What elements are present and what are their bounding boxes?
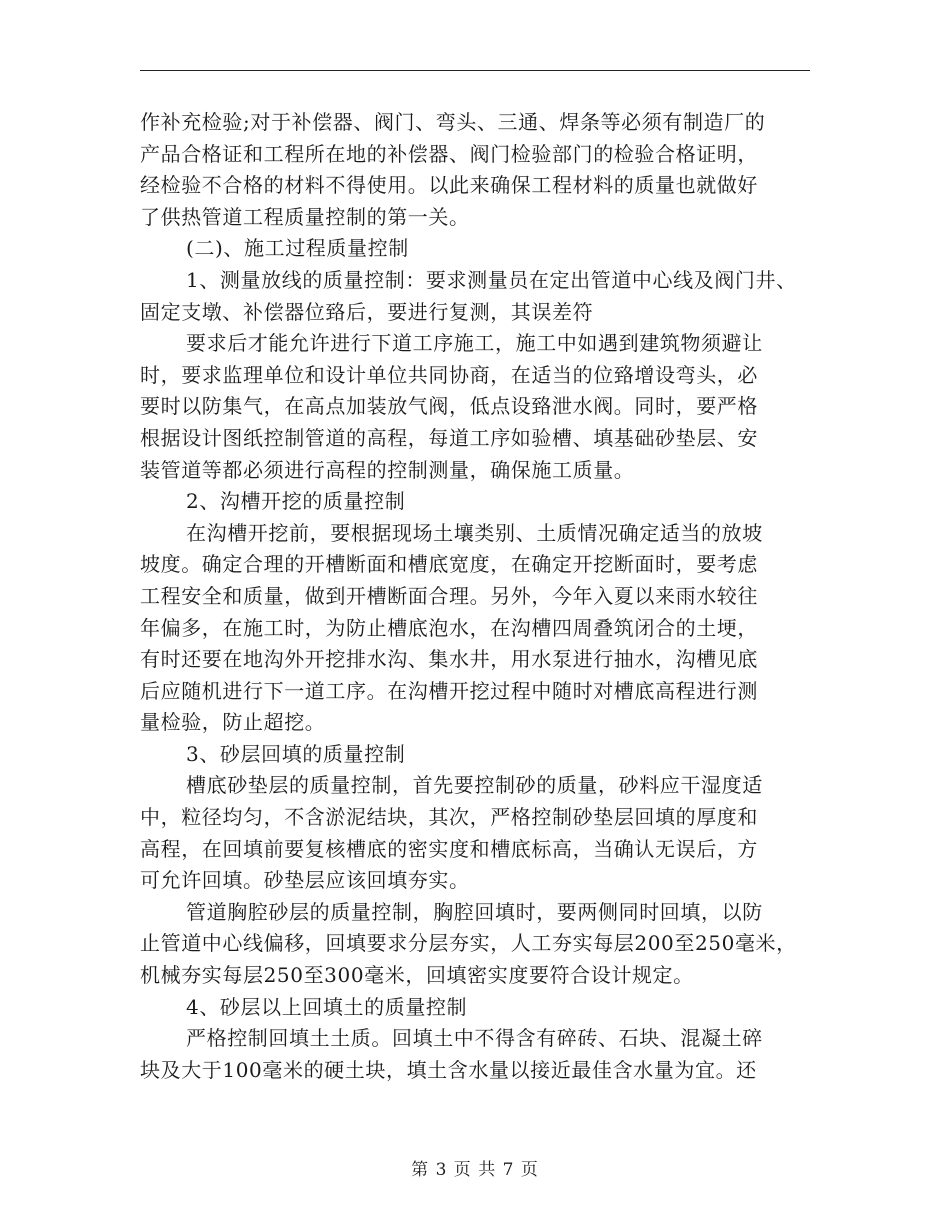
footer-current-page: 3 bbox=[435, 1160, 448, 1180]
text-line: 有时还要在地沟外开挖排水沟、集水井，用水泵进行抽水，沟槽见底 bbox=[140, 647, 758, 672]
text-line: 根据设计图纸控制管道的高程，每道工序如验槽、填基础砂垫层、安 bbox=[140, 425, 758, 450]
document-body bbox=[140, 107, 820, 1086]
page-footer bbox=[0, 1155, 950, 1180]
text-line: 坡度。确定合理的开槽断面和槽底宽度，在确定开挖断面时，要考虑 bbox=[140, 552, 758, 577]
text-line: 高程，在回填前要复核槽底的密实度和槽底标高，当确认无误后，方 bbox=[140, 836, 758, 861]
text-line: 4、砂层以上回填土的质量控制 bbox=[186, 994, 468, 1019]
text-line: 槽底砂垫层的质量控制，首先要控制砂的质量，砂料应干湿度适 bbox=[186, 773, 763, 798]
text-line: 管道胸腔砂层的质量控制，胸腔回填时，要两侧同时回填，以防 bbox=[186, 899, 763, 924]
text-line: 经检验不合格的材料不得使用。以此来确保工程材料的质量也就做好 bbox=[140, 173, 758, 198]
footer-label-page: 第 bbox=[411, 1160, 430, 1180]
text-line: 年偏多，在施工时，为防止槽底泡水，在沟槽四周叠筑闭合的土埂， bbox=[140, 615, 758, 640]
text-line: 产品合格证和工程所在地的补偿器、阀门检验部门的检验合格证明， bbox=[140, 141, 758, 166]
footer-label-ye2: 页 bbox=[520, 1160, 539, 1180]
text-line: 在沟槽开挖前，要根据现场土壤类别、土质情况确定适当的放坡 bbox=[186, 520, 763, 545]
text-line: 机械夯实每层250至300毫米，回填密实度要符合设计规定。 bbox=[140, 963, 694, 988]
footer-total-pages: 7 bbox=[502, 1160, 515, 1180]
text-line: 工程安全和质量，做到开槽断面合理。另外，今年入夏以来雨水较往 bbox=[140, 583, 758, 608]
text-line: 可允许回填。砂垫层应该回填夯实。 bbox=[140, 868, 470, 893]
text-line: 止管道中心线偏移，回填要求分层夯实，人工夯实每层200至250毫米， bbox=[140, 931, 797, 956]
footer-label-total: 共 bbox=[478, 1160, 497, 1180]
text-line: 块及大于100毫米的硬土块，填土含水量以接近最佳含水量为宜。还 bbox=[140, 1057, 757, 1082]
text-line: 严格控制回填土土质。回填土中不得含有碎砖、石块、混凝土碎 bbox=[186, 1026, 763, 1051]
text-line: 固定支墩、补偿器位臵后，要进行复测，其误差符 bbox=[140, 299, 594, 324]
text-line: 要时以防集气，在高点加装放气阀，低点设臵泄水阀。同时，要严格 bbox=[140, 394, 758, 419]
text-line: (二)、施工过程质量控制 bbox=[186, 236, 409, 261]
text-line: 装管道等都必须进行高程的控制测量，确保施工质量。 bbox=[140, 457, 635, 482]
text-line: 后应随机进行下一道工序。在沟槽开挖过程中随时对槽底高程进行测 bbox=[140, 678, 758, 703]
text-line: 时，要求监理单位和设计单位共同协商，在适当的位臵增设弯头，必 bbox=[140, 362, 758, 387]
header-rule bbox=[140, 70, 810, 71]
text-line: 1、测量放线的质量控制：要求测量员在定出管道中心线及阀门井、 bbox=[186, 267, 797, 292]
text-line: 中，粒径均匀，不含淤泥结块，其次，严格控制砂垫层回填的厚度和 bbox=[140, 805, 758, 830]
text-line: 3、砂层回填的质量控制 bbox=[186, 741, 406, 766]
text-line: 作补充检验;对于补偿器、阀门、弯头、三通、焊条等必须有制造厂的 bbox=[140, 110, 766, 134]
text-line: 要求后才能允许进行下道工序施工，施工中如遇到建筑物须避让 bbox=[186, 331, 763, 356]
text-line: 了供热管道工程质量控制的第一关。 bbox=[140, 204, 470, 229]
footer-label-ye: 页 bbox=[453, 1160, 472, 1180]
text-line: 2、沟槽开挖的质量控制 bbox=[186, 489, 406, 514]
text-line: 量检验，防止超挖。 bbox=[140, 710, 326, 735]
